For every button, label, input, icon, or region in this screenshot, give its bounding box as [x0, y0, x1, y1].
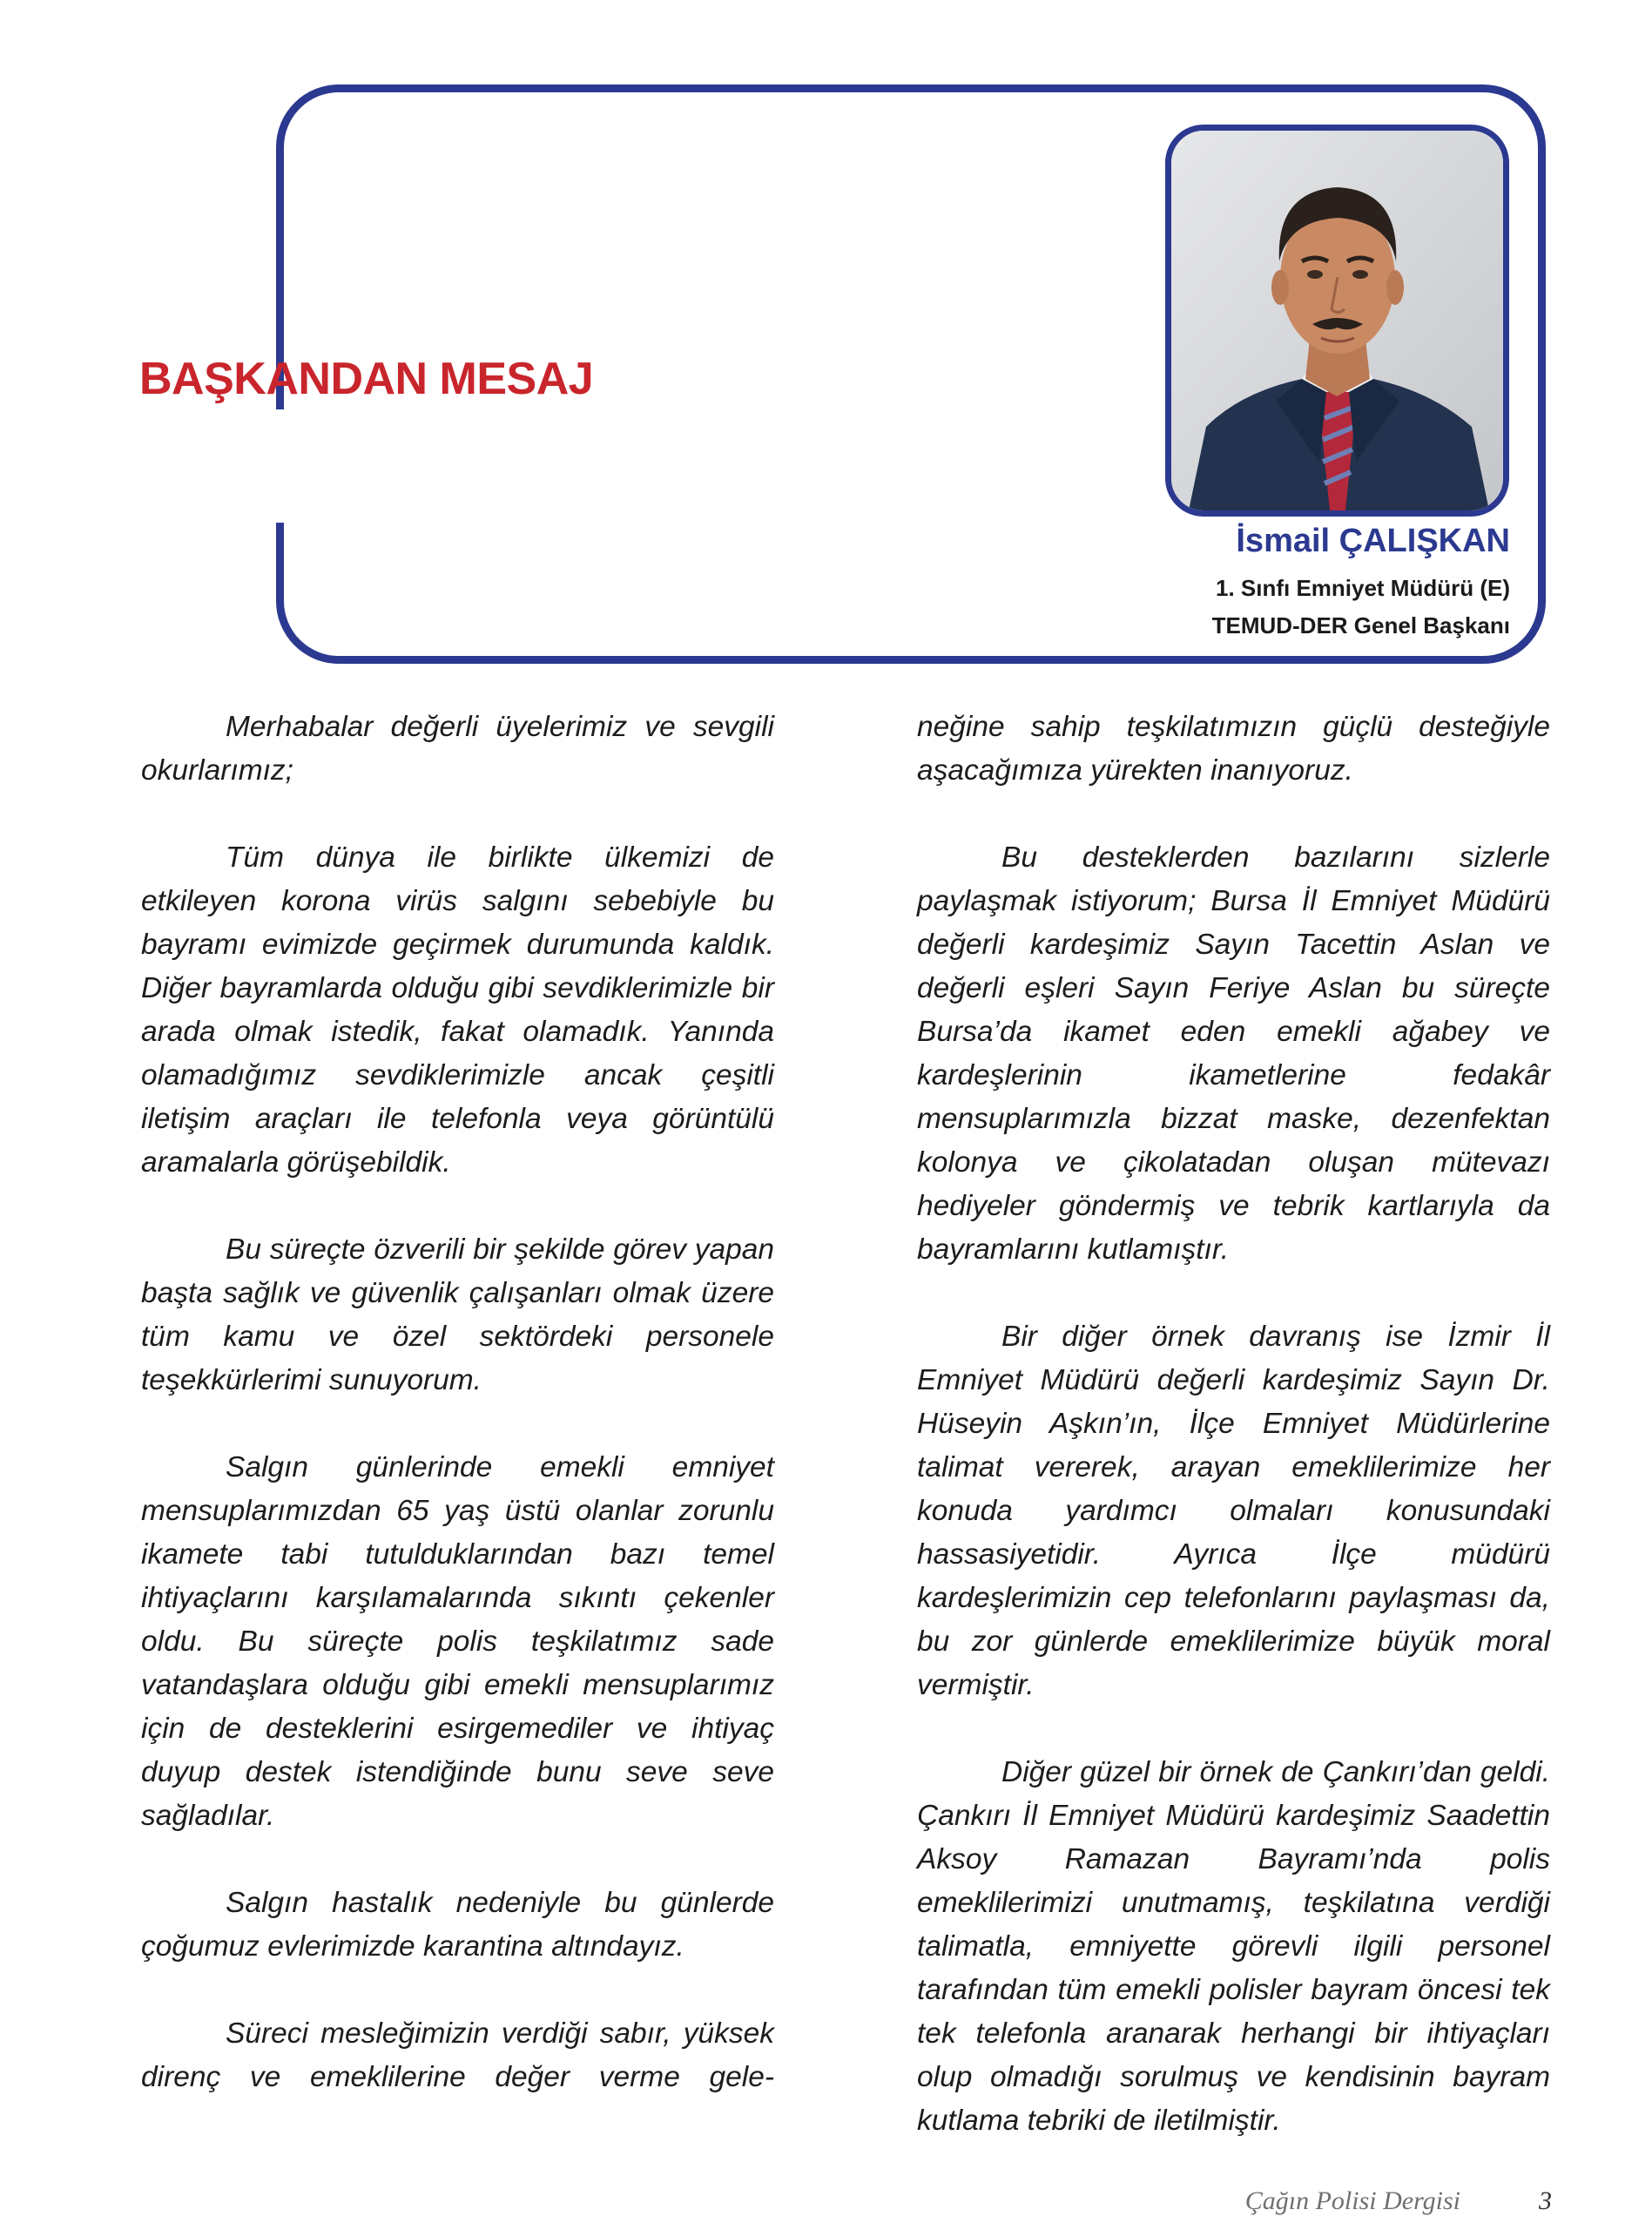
paragraph: Bu desteklerden bazılarını sizlerle paylaşmak istiyorum; Bursa İl Emniyet Müdürü değerli kardeşimiz Sayın Tacettin Aslan ve değerli eşleri Sayın Feriye Aslan bu süreçte Bursa’da ikamet eden emekli ağabey ve kardeşlerinin ikametlerine fedakâr mensuplarımızla bizzat maske, dezenfektan kolonya ve çikolatadan oluşan mütevazı hediyeler göndermiş ve tebrik kartlarıyla da bayramlarını kutlamıştır. [917, 841, 1550, 1266]
right-column [917, 706, 1550, 2186]
paragraph: Salgın hastalık nedeniyle bu günlerde çoğumuz evlerimizde karantina altındayız. [141, 1887, 774, 1963]
paragraph: Salgın günlerinde emekli emniyet mensuplarımızdan 65 yaş üstü olanlar zorunlu ikamete tabi tutulduklarından bazı temel ihtiyaçlarını karşılamalarında sıkıntı çekenler oldu. Bu süreçte polis teşkilatımız sade vatandaşlara olduğu gibi emekli mensuplarımız için de desteklerini esirgemediler ve ihtiyaç duyup destek istendiğinde bunu seve seve sağladılar. [141, 1451, 774, 1832]
author-role: 1. Sınfı Emniyet Müdürü (E) [1215, 575, 1510, 601]
paragraph: Bir diğer örnek davranış ise İzmir İl Emniyet Müdürü değerli kardeşimiz Sayın Dr. Hüseyin Aşkın’ın, İlçe Emniyet Müdürlerine talimat vererek, arayan emeklilerimize her konuda yardımcı olmaları konusundaki hassasiyetidir. Ayrıca İlçe müdürü kardeşlerimizin cep telefonlarını paylaşması da, bu zor günlerde emeklilerimize büyük moral vermiştir. [917, 1321, 1550, 1701]
author-org: TEMUD-DER Genel Başkanı [1211, 612, 1510, 639]
author-photo [1165, 125, 1509, 517]
page-title: BAŞKANDAN MESAJ [139, 354, 594, 404]
paragraph: Merhabalar değerli üyelerimiz ve sevgili okurlarımız; [141, 711, 774, 787]
author-name: İsmail ÇALIŞKAN [1236, 523, 1510, 559]
page-number: 3 [1539, 2186, 1552, 2215]
left-column [141, 706, 774, 2143]
portrait-image [1171, 131, 1503, 510]
paragraph: Bu süreçte özverili bir şekilde görev yapan başta sağlık ve güvenlik çalışanları olmak üzere tüm kamu ve özel sektördeki personele teşekkürlerimi sunuyorum. [141, 1233, 774, 1396]
magazine-name: Çağın Polisi Dergisi [1244, 2186, 1460, 2215]
paragraph: Süreci mesleğimizin verdiği sabır, yüksek direnç ve emeklilerine değer verme gele- [141, 2017, 774, 2093]
paragraph: Diğer güzel bir örnek de Çankırı’dan geldi. Çankırı İl Emniyet Müdürü kardeşimiz Saadettin Aksoy Ramazan Bayramı’nda polis emeklilerimizi unutmamış, teşkilatına verdiği talimatla, emniyette görevli ilgili personel tarafından tüm emekli polisler bayram öncesi tek tek telefonla aranarak herhangi bir ihtiyaçları olup olmadığı sorulmuş ve kendisinin bayram kutlama tebriki de iletilmiştir. [917, 1756, 1550, 2137]
paragraph: Tüm dünya ile birlikte ülkemizi de etkileyen korona virüs salgını sebebiyle bu bayramı evimizde geçirmek durumunda kaldık. Diğer bayramlarda olduğu gibi sevdiklerimizle bir arada olmak istedik, fakat olamadık. Yanında olamadığımız sevdiklerimizle ancak çeşitli iletişim araçları ile telefonla veya görüntülü aramalarla görüşebildik. [141, 841, 774, 1179]
paragraph: neğine sahip teşkilatımızın güçlü desteğiyle aşacağımıza yürekten inanıyoruz. [917, 711, 1550, 787]
frame-gap [261, 409, 296, 523]
